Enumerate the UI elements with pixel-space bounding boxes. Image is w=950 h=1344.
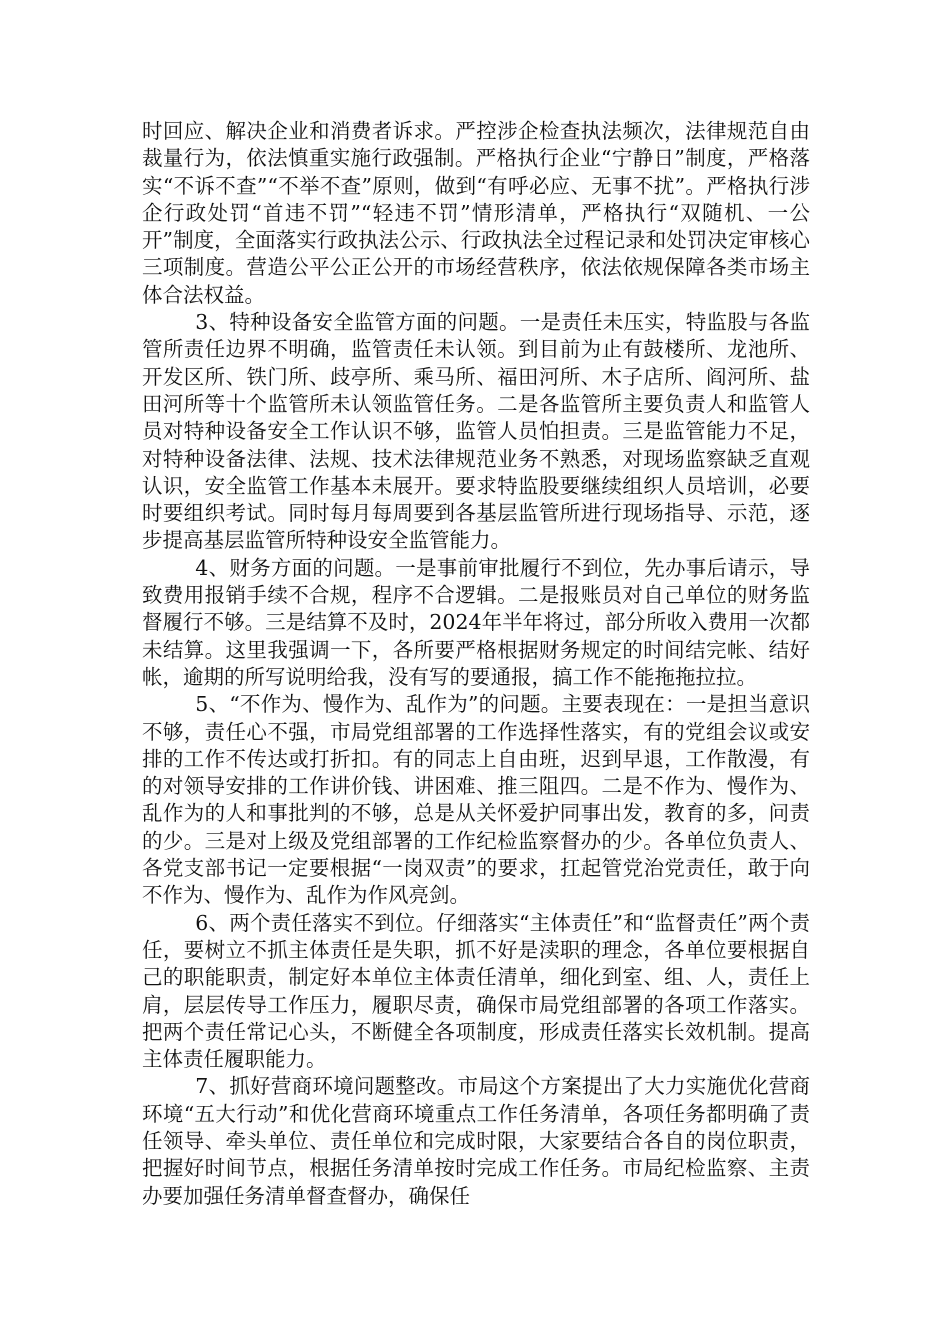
paragraph-finance: 4、财务方面的问题。一是事前审批履行不到位，先办事后请示，导致费用报销手续不合规，程序不合逻辑。二是报账员对自己单位的财务监督履行不够。三是结算不及时，2024年半年将过，部分所收入费用一次都未结算。这里我强调一下，各所要严格根据财务规定的时间结完帐、结好帐，逾期的所写说明给我，没有写的要通报，搞工作不能拖拖拉拉。 — [142, 555, 810, 689]
paragraph-special-equipment: 3、特种设备安全监管方面的问题。一是责任未压实，特监股与各监管所责任边界不明确，监管责任未认领。到目前为止有鼓楼所、龙池所、开发区所、铁门所、歧亭所、乘马所、福田河所、木子店所、阎河所、盐田河所等十个监管所未认领监管任务。二是各监管所主要负责人和监管人员对特种设备安全工作认识不够，监管人员怕担责。三是监管能力不足，对特种设备法律、法规、技术法律规范业务不熟悉，对现场监察缺乏直观认识，安全监管工作基本未展开。要求特监股要继续组织人员培训，必要时要组织考试。同时每月每周要到各基层监管所进行现场指导、示范，逐步提高基层监管所特种设安全监管能力。 — [142, 310, 810, 553]
paragraph-two-responsibilities: 6、两个责任落实不到位。仔细落实“主体责任”和“监督责任”两个责任，要树立不抓主体责任是失职，抓不好是渎职的理念，各单位要根据自己的职能职责，制定好本单位主体责任清单，细化到室、组、人，责任上肩，层层传导工作压力，履职尽责，确保市局党组部署的各项工作落实。把两个责任常记心头，不断健全各项制度，形成责任落实长效机制。提高主体责任履职能力。 — [142, 910, 810, 1072]
document-body — [142, 118, 810, 1210]
paragraph-inaction: 5、“不作为、慢作为、乱作为”的问题。主要表现在：一是担当意识不够，责任心不强，市局党组部署的工作选择性落实，有的党组会议或安排的工作不传达或打折扣。有的同志上自由班，迟到早退，工作散漫，有的对领导安排的工作讲价钱、讲困难、推三阻四。二是不作为、慢作为、乱作为的人和事批判的不够，总是从关怀爱护同事出发，教育的多，问责的少。三是对上级及党组部署的工作纪检监察督办的少。各单位负责人、各党支部书记一定要根据“一岗双责”的要求，扛起管党治党责任，敢于向不作为、慢作为、乱作为作风亮剑。 — [142, 692, 810, 908]
paragraph-continuation: 时回应、解决企业和消费者诉求。严控涉企检查执法频次，法律规范自由裁量行为，依法慎重实施行政强制。严格执行企业“宁静日”制度，严格落实“不诉不查”“不举不查”原则，做到“有呼必应、无事不扰”。严格执行涉企行政处罚“首违不罚”“轻违不罚”情形清单，严格执行“双随机、一公开”制度，全面落实行政执法公示、行政执法全过程记录和处罚决定审核心三项制度。营造公平公正公开的市场经营秩序，依法依规保障各类市场主体合法权益。 — [142, 119, 810, 307]
paragraph-business-environment: 7、抓好营商环境问题整改。市局这个方案提出了大力实施优化营商环境“五大行动”和优化营商环境重点工作任务清单，各项任务都明确了责任领导、牵头单位、责任单位和完成时限，大家要结合各自的岗位职责，把握好时间节点，根据任务清单按时完成工作任务。市局纪检监察、主责办要加强任务清单督查督办，确保任 — [142, 1074, 810, 1208]
